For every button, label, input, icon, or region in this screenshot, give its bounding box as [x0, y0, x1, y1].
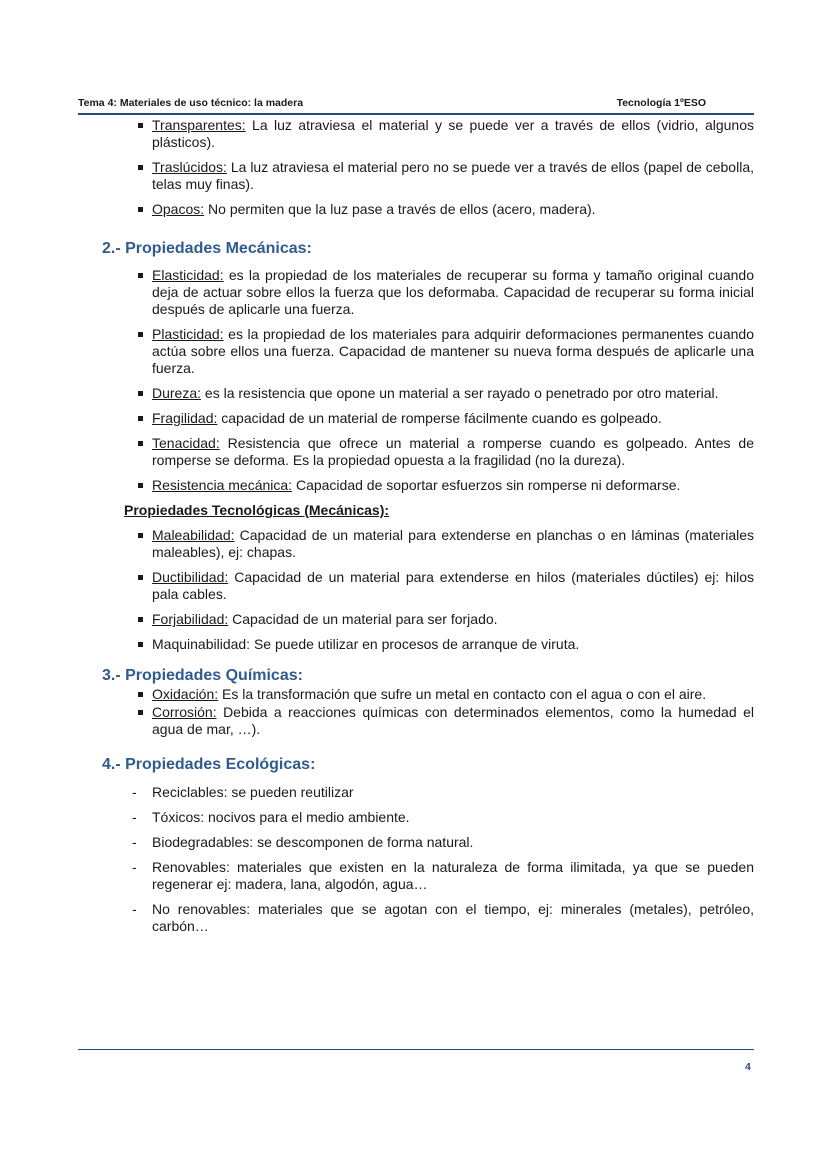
dash-icon: -	[132, 784, 137, 800]
section-title-ecological: 4.- Propiedades Ecológicas:	[102, 756, 316, 773]
bullet-icon	[138, 332, 143, 337]
bullet-icon	[138, 273, 143, 278]
list-item: Elasticidad: es la propiedad de los materiales de recuperar su forma y tamaño original cuando deja de actuar sobre ellos la fuerza que los deformaba. Capacidad de recuperar su forma inicial después de aplicarle una fuerza.	[102, 267, 754, 318]
list-item: - Renovables: materiales que existen en la naturaleza de forma ilimitada, ya que se pueden regenerar ej: madera, lana, algodón, agua…	[132, 859, 754, 892]
list-item: Transparentes: La luz atraviesa el material y se puede ver a través de ellos (vidrio, algunos plásticos).	[102, 117, 754, 151]
bullet-icon	[138, 642, 143, 647]
dash-icon: -	[132, 809, 137, 825]
bullet-icon	[138, 575, 143, 580]
page-header	[78, 97, 754, 115]
list-item: Ductibilidad: Capacidad de un material para extenderse en hilos (materiales dúctiles) ej: hilos pala cables.	[102, 569, 754, 603]
list-item: Fragilidad: capacidad de un material de romperse fácilmente cuando es golpeado.	[102, 410, 754, 427]
list-item: - Tóxicos: nocivos para el medio ambiente.	[132, 809, 410, 825]
list-item: Resistencia mecánica: Capacidad de soportar esfuerzos sin romperse ni deformarse.	[102, 477, 754, 494]
bullet-icon	[138, 123, 143, 128]
list-item: Oxidación: Es la transformación que sufre un metal en contacto con el agua o con el aire.	[102, 686, 754, 703]
list-item: Dureza: es la resistencia que opone un material a ser rayado o penetrado por otro material.	[102, 385, 754, 402]
list-item: Maleabilidad: Capacidad de un material para extenderse en planchas o en láminas (materiales maleables), ej: chapas.	[102, 527, 754, 561]
page-content	[102, 117, 754, 943]
bullet-icon	[138, 207, 143, 212]
section-title-chemical: 3.- Propiedades Químicas:	[102, 667, 303, 684]
footer-divider	[78, 1049, 754, 1050]
bullet-icon	[138, 710, 143, 715]
list-item: Corrosión: Debida a reacciones químicas con determinados elementos, como la humedad el agua de mar, …).	[102, 704, 754, 738]
header-course: Tecnología 1ºESO	[616, 97, 706, 109]
list-item: - Biodegradables: se descomponen de forma natural.	[132, 834, 474, 850]
optical-properties-list	[102, 117, 754, 218]
bullet-icon	[138, 483, 143, 488]
dash-icon: -	[132, 901, 137, 917]
list-item: - Reciclables: se pueden reutilizar	[132, 784, 354, 800]
page-number: 4	[745, 1061, 751, 1073]
technological-properties-list	[102, 527, 754, 653]
dash-icon: -	[132, 834, 137, 850]
mechanical-properties-list	[102, 267, 754, 494]
subsection-title-technological: Propiedades Tecnológicas (Mecánicas):	[124, 502, 390, 518]
bullet-icon	[138, 533, 143, 538]
list-item: Plasticidad: es la propiedad de los materiales para adquirir deformaciones permanentes cuando actúa sobre ellos una fuerza. Capacidad de mantener su nueva forma después de aplicarle una fuerza.	[102, 326, 754, 377]
bullet-icon	[138, 391, 143, 396]
list-item: Forjabilidad: Capacidad de un material para ser forjado.	[102, 611, 754, 628]
bullet-icon	[138, 617, 143, 622]
chemical-properties-list	[102, 686, 754, 738]
section-title-mechanical: 2.- Propiedades Mecánicas:	[102, 240, 312, 257]
bullet-icon	[138, 441, 143, 446]
dash-icon: -	[132, 859, 137, 875]
bullet-icon	[138, 416, 143, 421]
list-item: Maquinabilidad: Se puede utilizar en procesos de arranque de viruta.	[102, 636, 754, 653]
list-item: Opacos: No permiten que la luz pase a través de ellos (acero, madera).	[102, 201, 754, 218]
list-item: Traslúcidos: La luz atraviesa el material pero no se puede ver a través de ellos (papel de cebolla, telas muy finas).	[102, 159, 754, 193]
bullet-icon	[138, 165, 143, 170]
list-item: - No renovables: materiales que se agotan con el tiempo, ej: minerales (metales), petróleo, carbón…	[132, 901, 754, 934]
ecological-properties-list	[102, 784, 754, 935]
bullet-icon	[138, 692, 143, 697]
header-topic: Tema 4: Materiales de uso técnico: la madera	[78, 97, 304, 109]
list-item: Tenacidad: Resistencia que ofrece un material a romperse cuando es golpeado. Antes de romperse se deforma. Es la propiedad opuesta a la fragilidad (no la dureza).	[102, 435, 754, 469]
